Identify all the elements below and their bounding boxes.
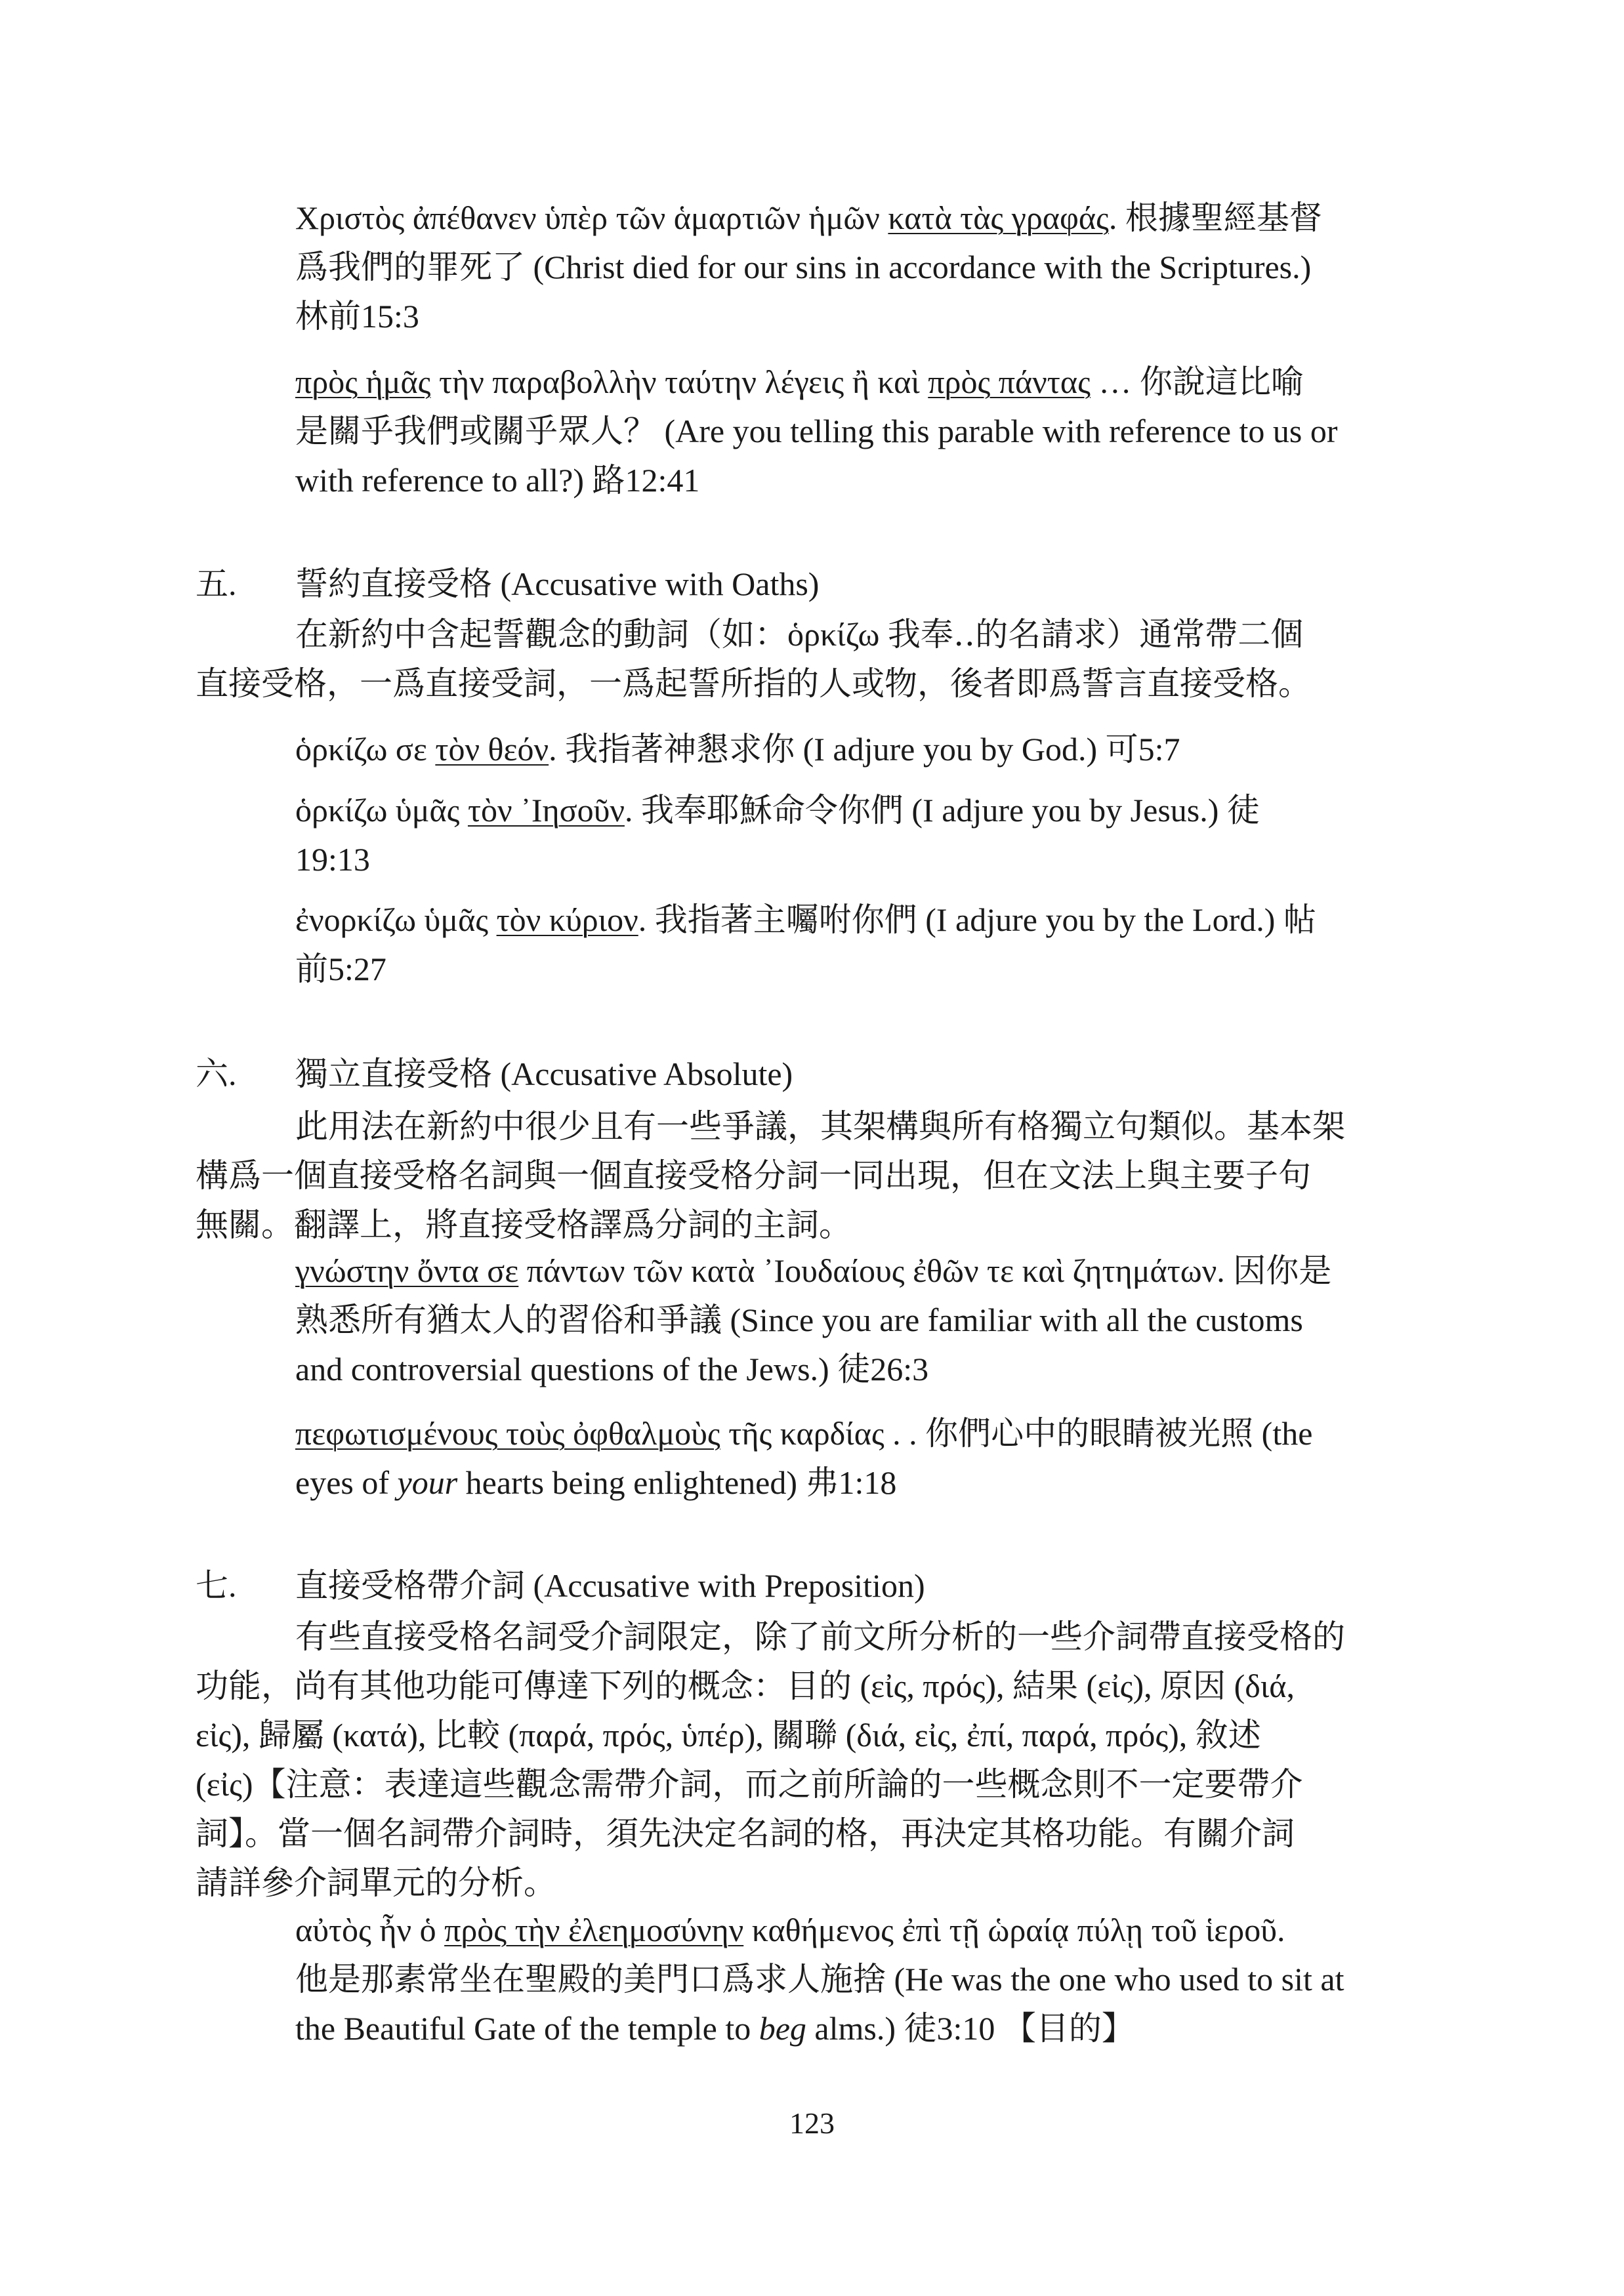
underlined-phrase: τὸν ᾿Ιησοῦν (467, 792, 625, 829)
underlined-phrase: πεφωτισμένους τοὺς ὀφθαλμοὺς (295, 1415, 720, 1452)
example-line: πρὸς ἡμᾶς τὴν παραβολλὴν ταύτην λέγεις ἢ καὶ πρὸς πάντας … 你說這比喻 (295, 363, 1304, 400)
example-acts-26-3: γνώστην ὄντα σε πάντων τῶν κατὰ ᾿Ιουδαίους ἐθῶν τε καὶ ζητημάτων. 因你是 熟悉所有猶太人的習俗和爭議 (Since you are familiar with all the customs and controversial questions of the Jews.) 徒26:3 (295, 1252, 1332, 1387)
example-luke-12-41 (295, 358, 1450, 505)
example-1-thess-5-27: ἐνορκίζω ὑμᾶς τὸν κύριον. 我指著主囑咐你們 (I adjure you by the Lord.) 帖 前5:27 (295, 901, 1316, 987)
section-5-paragraph: 在新約中含起誓觀念的動詞（如：ὁρκίζω 我奉‥的名請求）通常帶二個 直接受格，一爲直接受詞，一爲起誓所指的人或物，後者即爲誓言直接受格。 (196, 616, 1311, 702)
section-7-heading (196, 1561, 1450, 1610)
example-1-cor-15-3 (295, 194, 1450, 341)
section-title: 直接受格帶介詞 (Accusative with Preposition) (295, 1567, 925, 1604)
underlined-phrase: γνώστην ὄντα σε (295, 1252, 519, 1289)
underlined-phrase: πρὸς ἡμᾶς (295, 363, 431, 400)
example-line: Χριστὸς ἀπέθανεν ὑπὲρ τῶν ἁμαρτιῶν ἡμῶν κατὰ τὰς γραφάς. 根據聖經基督 (295, 199, 1322, 236)
example-reference: 林前15:3 (295, 298, 419, 335)
example-line: with reference to all?) 路12:41 (295, 462, 700, 499)
example-mark-5-7: ὁρκίζω σε τὸν θεόν. 我指著神懇求你 (I adjure you by God.) 可5:7 (295, 731, 1180, 768)
section-6-paragraph: 此用法在新約中很少且有一些爭議，其架構與所有格獨立句類似。基本架 構爲一個直接受格名詞與一個直接受格分詞一同出現，但在文法上與主要子句 無關。翻譯上，將直接受格譯爲分詞的主詞。 (196, 1108, 1345, 1243)
example-acts-19-13: ὁρκίζω ὑμᾶς τὸν ᾿Ιησοῦν. 我奉耶穌命令你們 (I adjure you by Jesus.) 徒 19:13 (295, 792, 1260, 878)
underlined-phrase: πρὸς πάντας (928, 363, 1091, 400)
section-title: 獨立直接受格 (Accusative Absolute) (295, 1056, 793, 1092)
section-number: 六. (196, 1056, 237, 1092)
page-number: 123 (789, 2106, 835, 2140)
section-title: 誓約直接受格 (Accusative with Oaths) (295, 565, 820, 602)
section-6-heading (196, 1050, 1450, 1099)
example-line: 是關乎我們或關乎眾人？ (Are you telling this parable with reference to us or (295, 413, 1338, 449)
section-5-heading (196, 560, 1450, 609)
underlined-phrase: τὸν θεόν (435, 731, 549, 768)
example-eph-1-18: πεφωτισμένους τοὺς ὀφθαλμοὺς τῆς καρδίας . . 你們心中的眼睛被光照 (the eyes of your hearts being enlightened) 弗1:18 (295, 1415, 1313, 1501)
example-acts-3-10: αὐτὸς ἦν ὁ πρὸς τὴν ἐλεημοσύνην καθήμενος ἐπὶ τῇ ὡραίᾳ πύλῃ τοῦ ἱεροῦ. 他是那素常坐在聖殿的美門口爲求人施捨 (He was the one who used to sit at the Beautiful Gate of the temple to beg alms.) 徒3:10 【目的】 (295, 1912, 1344, 2047)
underlined-phrase: πρὸς τὴν ἐλεημοσύνην (444, 1912, 744, 1948)
section-number: 七. (196, 1567, 237, 1604)
example-line: 爲我們的罪死了 (Christ died for our sins in accordance with the Scriptures.) (295, 249, 1312, 285)
section-number: 五. (196, 565, 237, 602)
section-7-paragraph: 有些直接受格名詞受介詞限定，除了前文所分析的一些介詞帶直接受格的 功能，尚有其他功能可傳達下列的概念：目的 (εἰς, πρός), 結果 (εἰς), 原因 (διά, εἰς), 歸屬 (κατά), 比較 (παρά, πρός, ὑπέρ), 關聯 (διά, εἰς, ἐπί, παρά, πρός), 敘述 (εἰς)【注意：表達這些觀念需帶介詞，而之前所論的一些概念則不一定要帶介 詞】。當一個名詞帶介詞時，須先決定名詞的格，再決定其格功能。有關介詞 請詳參介詞單元的分析。 (196, 1618, 1345, 1901)
underlined-phrase: τὸν κύριον (496, 901, 638, 938)
underlined-phrase: κατὰ τὰς γραφάς (888, 199, 1109, 236)
